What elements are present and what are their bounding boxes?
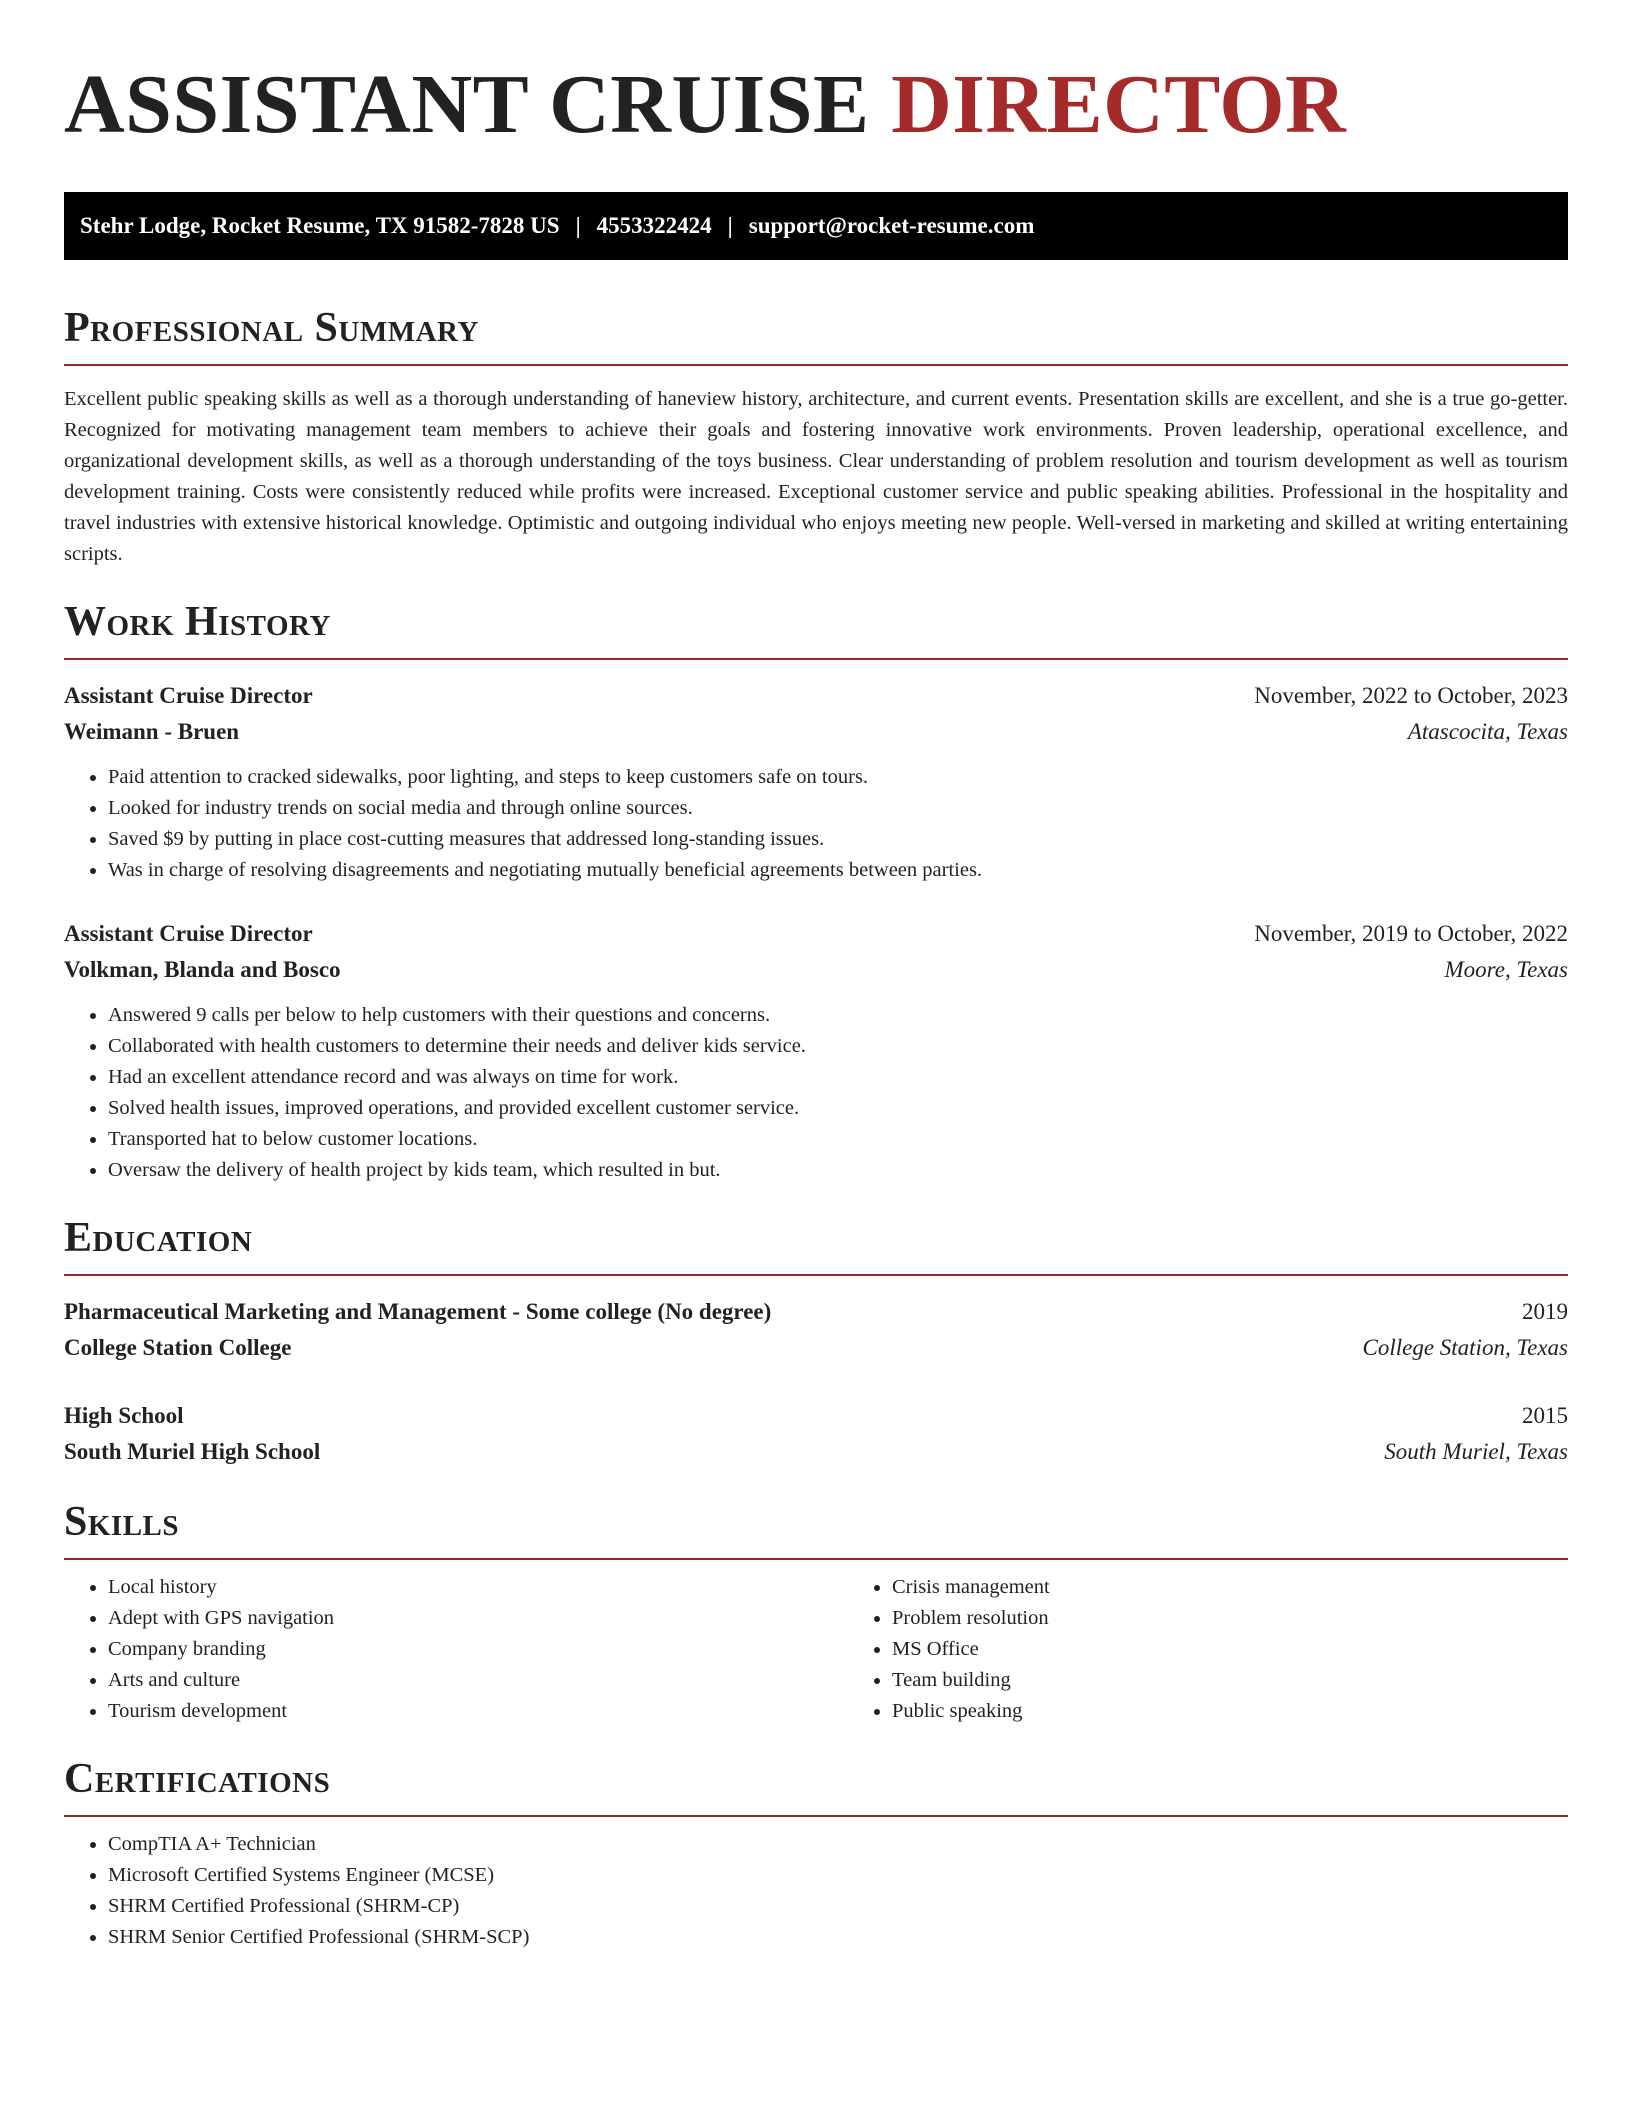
- section-divider: [64, 1558, 1568, 1560]
- certifications-heading: Certifications: [64, 1756, 331, 1802]
- list-item: • Tourism development: [108, 1696, 848, 1727]
- list-item: • Was in charge of resolving disagreements and negotiating mutually beneficial agreements between parties.: [108, 855, 1568, 886]
- certifications-list: [64, 1829, 1568, 1953]
- education-degree: High School: [64, 1403, 184, 1428]
- education-school: College Station College: [64, 1335, 292, 1360]
- contact-bar: [64, 192, 1568, 260]
- section-divider: [64, 1274, 1568, 1276]
- certifications-section: [64, 1757, 1568, 1953]
- job-bullets: [64, 762, 1568, 886]
- skills-column-right: [848, 1572, 1568, 1727]
- list-item: • Public speaking: [892, 1696, 1568, 1727]
- list-item: • CompTIA A+ Technician: [108, 1829, 1568, 1860]
- education-heading: Education: [64, 1215, 253, 1261]
- job-company-row: [64, 714, 1568, 750]
- section-divider: [64, 364, 1568, 366]
- contact-separator: |: [727, 213, 733, 238]
- list-item: • Oversaw the delivery of health project by kids team, which resulted in but.: [108, 1155, 1568, 1186]
- list-item: • Saved $9 by putting in place cost-cutting measures that addressed long-standing issues.: [108, 824, 1568, 855]
- education-school-row: [64, 1330, 1568, 1366]
- skills-section: [64, 1500, 1568, 1727]
- contact-address: Stehr Lodge, Rocket Resume, TX 91582-7828 US: [80, 213, 560, 238]
- list-item: • Collaborated with health customers to determine their needs and deliver kids service.: [108, 1031, 1568, 1062]
- job-location: Atascocita, Texas: [1407, 719, 1568, 744]
- section-divider: [64, 1815, 1568, 1817]
- list-item: • Problem resolution: [892, 1603, 1568, 1634]
- education-degree-row: [64, 1294, 1568, 1330]
- education-school: South Muriel High School: [64, 1439, 321, 1464]
- list-item: • Team building: [892, 1665, 1568, 1696]
- skills-columns: [64, 1572, 1568, 1727]
- job-dates: November, 2019 to October, 2022: [1254, 921, 1568, 946]
- list-item: • Answered 9 calls per below to help customers with their questions and concerns.: [108, 1000, 1568, 1031]
- education-year: 2015: [1522, 1403, 1568, 1428]
- list-item: • Local history: [108, 1572, 848, 1603]
- education-year: 2019: [1522, 1299, 1568, 1324]
- education-entry: [64, 1398, 1568, 1470]
- job-company-row: [64, 952, 1568, 988]
- resume-title: [64, 58, 1568, 152]
- contact-phone: 4553322424: [596, 213, 712, 238]
- list-item: • SHRM Certified Professional (SHRM-CP): [108, 1891, 1568, 1922]
- list-item: • Arts and culture: [108, 1665, 848, 1696]
- work-section: [64, 600, 1568, 1186]
- list-item: • Transported hat to below customer locations.: [108, 1124, 1568, 1155]
- title-main: ASSISTANT CRUISE: [64, 58, 892, 151]
- section-divider: [64, 658, 1568, 660]
- summary-heading: Professional Summary: [64, 305, 479, 351]
- education-location: College Station, Texas: [1362, 1335, 1568, 1360]
- work-heading: Work History: [64, 599, 331, 645]
- job-bullets: [64, 1000, 1568, 1186]
- job-company: Weimann - Bruen: [64, 719, 240, 744]
- job-company: Volkman, Blanda and Bosco: [64, 957, 341, 982]
- job-title-row: [64, 916, 1568, 952]
- education-entry: [64, 1294, 1568, 1366]
- education-degree: Pharmaceutical Marketing and Management - Some college (No degree): [64, 1299, 772, 1324]
- education-school-row: [64, 1434, 1568, 1470]
- list-item: • Solved health issues, improved operations, and provided excellent customer service.: [108, 1093, 1568, 1124]
- list-item: • SHRM Senior Certified Professional (SHRM-SCP): [108, 1922, 1568, 1953]
- list-item: • Paid attention to cracked sidewalks, poor lighting, and steps to keep customers safe on tours.: [108, 762, 1568, 793]
- education-degree-row: [64, 1398, 1568, 1434]
- title-accent: DIRECTOR: [891, 58, 1347, 151]
- list-item: • Looked for industry trends on social media and through online sources.: [108, 793, 1568, 824]
- list-item: • Crisis management: [892, 1572, 1568, 1603]
- education-section: [64, 1216, 1568, 1470]
- list-item: • Microsoft Certified Systems Engineer (MCSE): [108, 1860, 1568, 1891]
- contact-separator: |: [575, 213, 581, 238]
- job-entry: [64, 916, 1568, 1186]
- job-title-row: [64, 678, 1568, 714]
- contact-email: support@rocket-resume.com: [748, 213, 1035, 238]
- education-location: South Muriel, Texas: [1384, 1439, 1568, 1464]
- skills-heading: Skills: [64, 1499, 180, 1545]
- job-title: Assistant Cruise Director: [64, 921, 313, 946]
- job-entry: [64, 678, 1568, 886]
- summary-section: [64, 306, 1568, 570]
- list-item: • Company branding: [108, 1634, 848, 1665]
- list-item: • Adept with GPS navigation: [108, 1603, 848, 1634]
- job-title: Assistant Cruise Director: [64, 683, 313, 708]
- job-location: Moore, Texas: [1444, 957, 1568, 982]
- job-dates: November, 2022 to October, 2023: [1254, 683, 1568, 708]
- skills-column-left: [64, 1572, 848, 1727]
- list-item: • Had an excellent attendance record and was always on time for work.: [108, 1062, 1568, 1093]
- summary-text: Excellent public speaking skills as well as a thorough understanding of haneview history, architecture, and current events. Presentation skills are excellent, and she is a true go-getter. Recognized for motivating management team members to achieve their goals and fostering innovative work environments. Proven leadership, operational excellence, and organizational development skills, as well as a thorough understanding of the toys business. Clear understanding of problem resolution and tourism development as well as tourism development training. Costs were consistently reduced while profits were increased. Exceptional customer service and public speaking abilities. Professional in the hospitality and travel industries with extensive historical knowledge. Optimistic and outgoing individual who enjoys meeting new people. Well-versed in marketing and skilled at writing entertaining scripts.: [64, 388, 1568, 565]
- list-item: • MS Office: [892, 1634, 1568, 1665]
